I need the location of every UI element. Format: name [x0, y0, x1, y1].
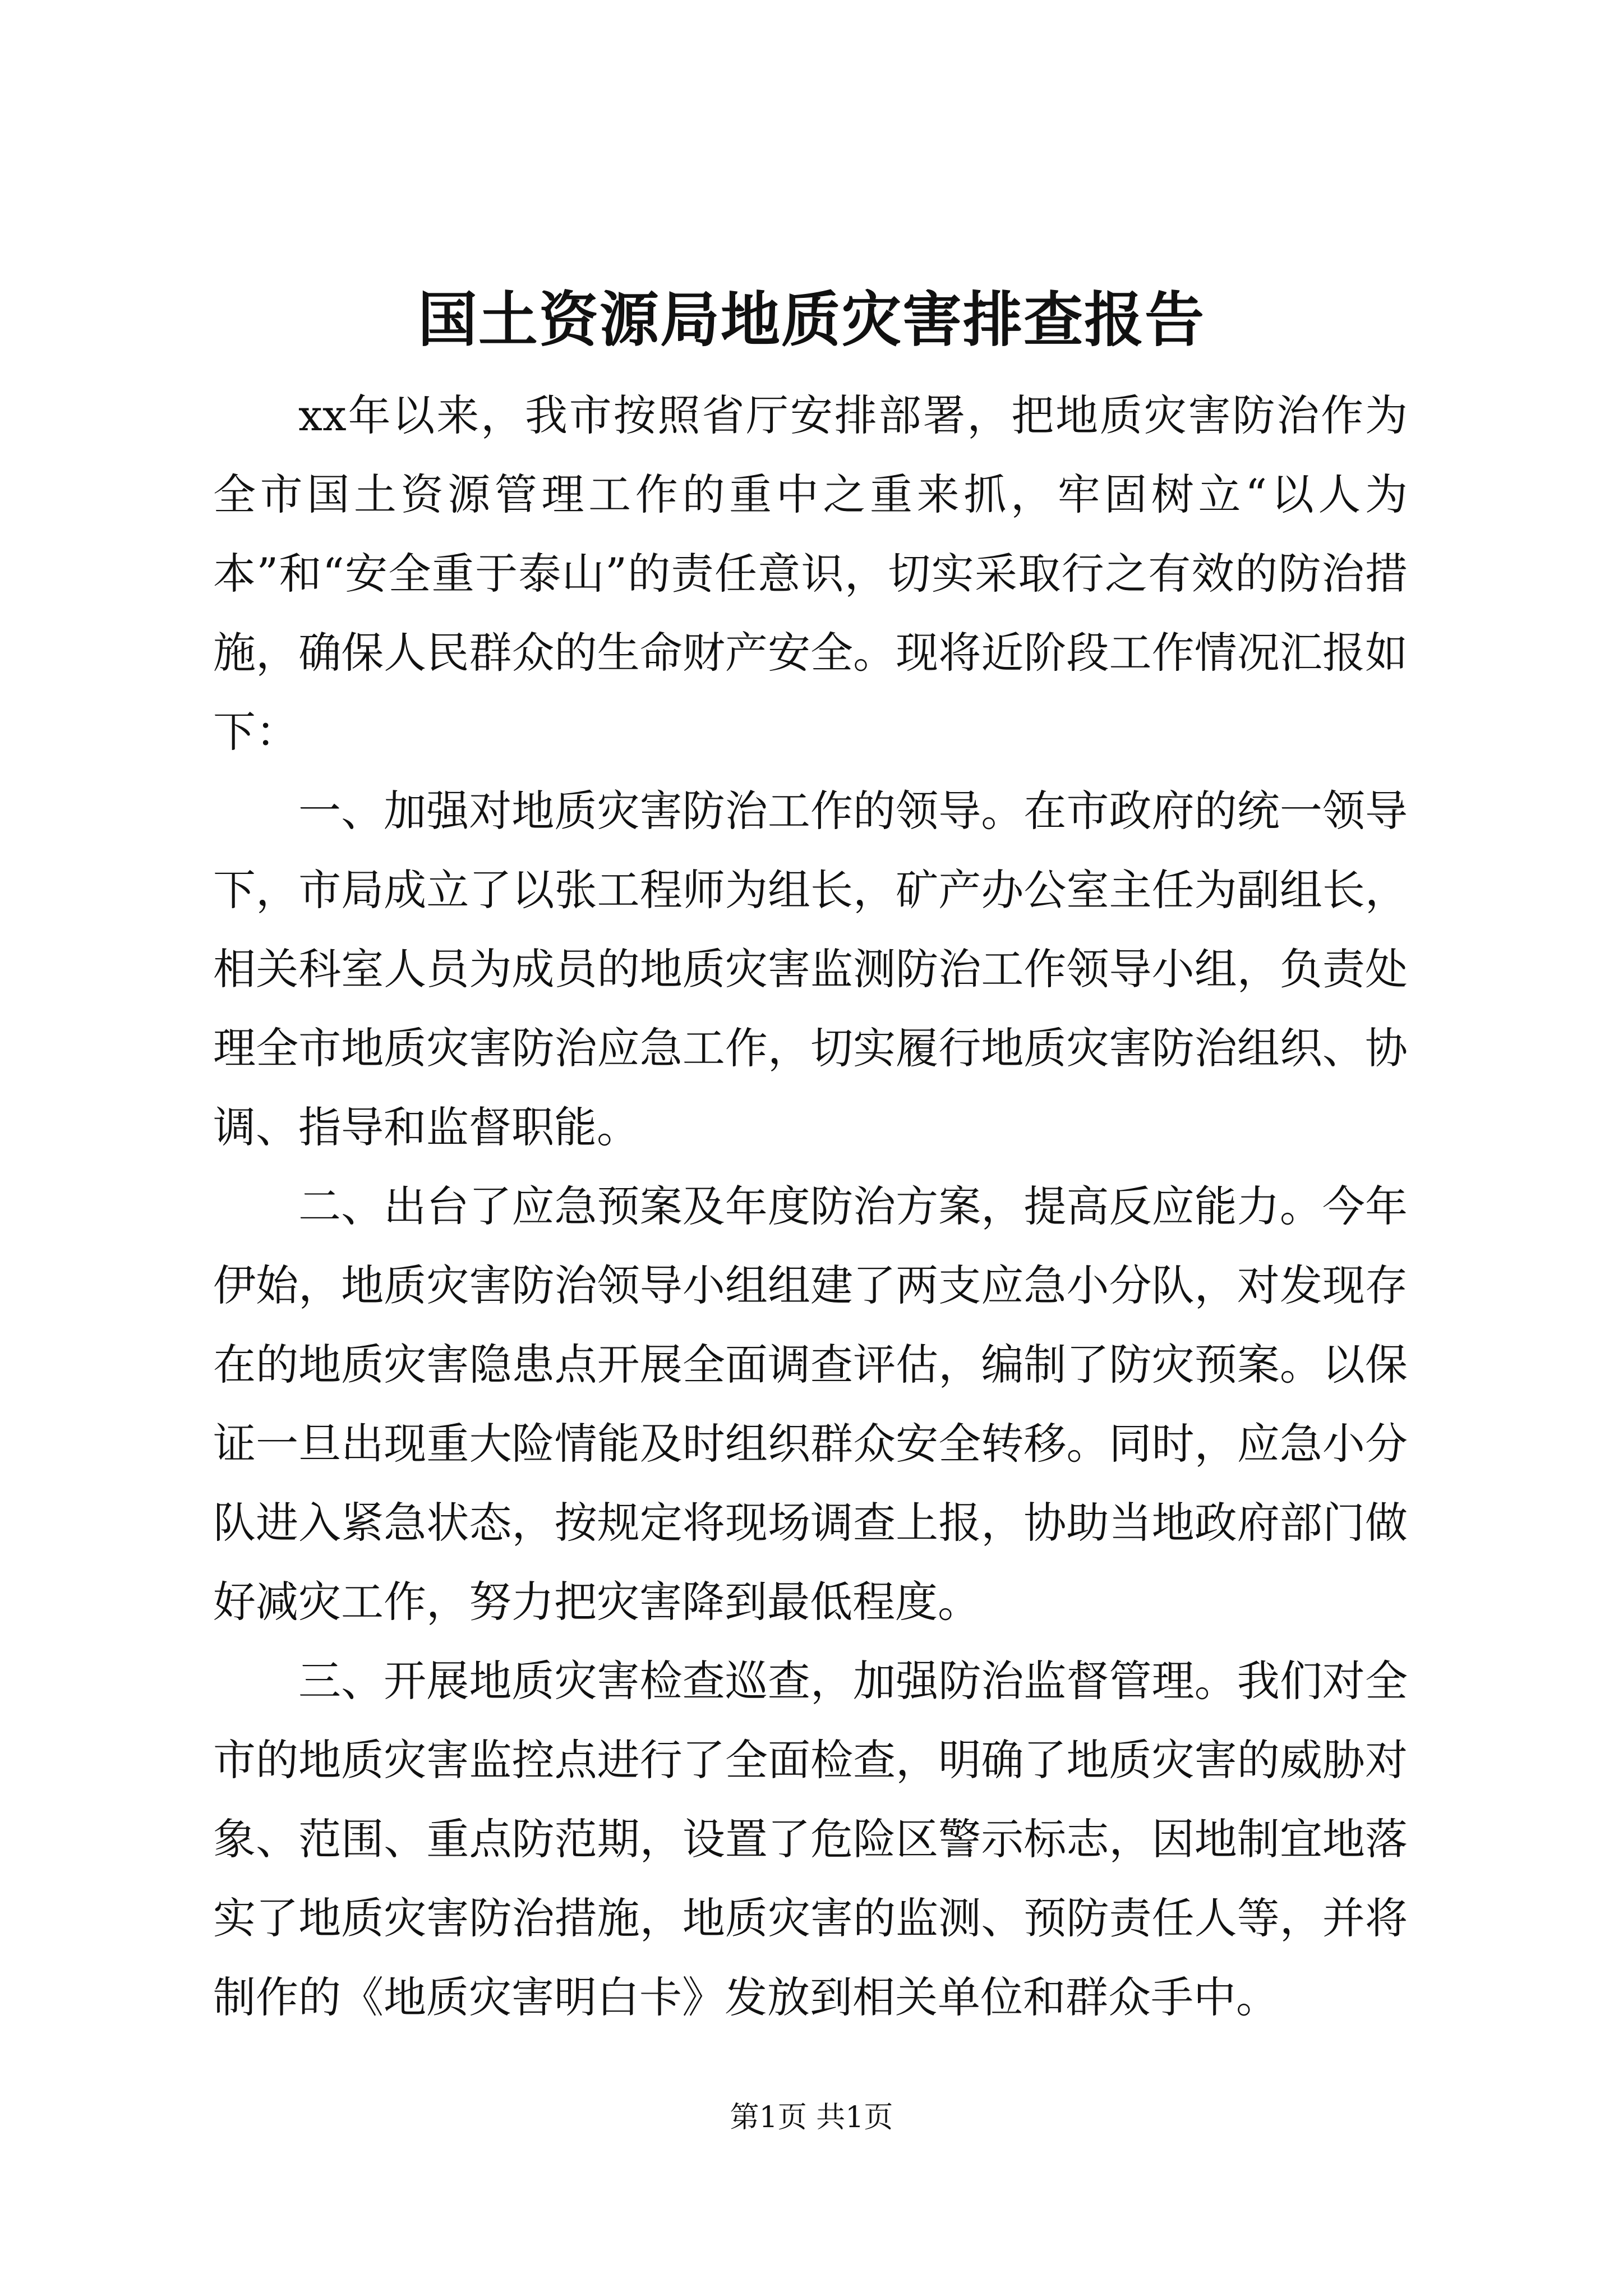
paragraph-section-1: 一、加强对地质灾害防治工作的领导。在市政府的统一领导下，市局成立了以张工程师为组长，矿产办公室主任为副组长，相关科室人员为成员的地质灾害监测防治工作领导小组，负责处理全市地质灾害防治应急工作，切实履行地质灾害防治组织、协调、指导和监督职能。 — [213, 786, 1408, 1152]
paragraph-intro: xx年以来，我市按照省厅安排部署，把地质灾害防治作为全市国土资源管理工作的重中之重来抓，牢固树立“以人为本”和“安全重于泰山”的责任意识，切实采取行之有效的防治措施，确保人民群众的生命财产安全。现将近阶段工作情况汇报如下： — [213, 390, 1408, 757]
document-title: 国土资源局地质灾害排查报告 — [418, 284, 1205, 355]
paragraph-section-2: 二、出台了应急预案及年度防治方案，提高反应能力。今年伊始，地质灾害防治领导小组组建了两支应急小分队，对发现存在的地质灾害隐患点开展全面调查评估，编制了防灾预案。以保证一旦出现重大险情能及时组织群众安全转移。同时，应急小分队进入紧急状态，按规定将现场调查上报，协助当地政府部门做好减灾工作，努力把灾害降到最低程度。 — [213, 1181, 1408, 1627]
paragraph-section-3: 三、开展地质灾害检查巡查，加强防治监督管理。我们对全市的地质灾害监控点进行了全面检查，明确了地质灾害的威胁对象、范围、重点防范期，设置了危险区警示标志，因地制宜地落实了地质灾害防治措施，地质灾害的监测、预防责任人等，并将制作的《地质灾害明白卡》发放到相关单位和群众手中。 — [213, 1656, 1408, 2022]
document-body — [213, 376, 1408, 2037]
page-footer: 第1页 共1页 — [730, 2101, 893, 2134]
